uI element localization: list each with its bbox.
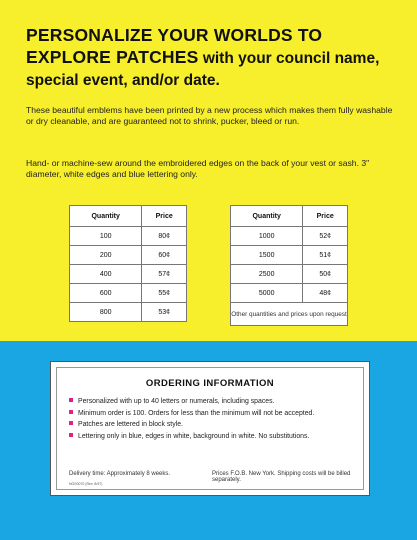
table-header-row: [70, 206, 187, 227]
column-header-price: Price: [142, 206, 187, 227]
table-row: [70, 284, 187, 303]
price-cell: 52¢: [303, 227, 348, 246]
column-header-quantity: Quantity: [231, 206, 303, 227]
quantity-cell: 5000: [231, 284, 303, 303]
table-row: [70, 303, 187, 322]
bullet-square-icon: [69, 398, 73, 402]
bullet-text: Lettering only in blue, edges in white, background in white. No substitutions.: [78, 432, 310, 440]
headline: [26, 24, 406, 92]
price-cell: 80¢: [142, 227, 187, 246]
column-header-quantity: Quantity: [70, 206, 142, 227]
quantity-note: Other quantities and prices upon request: [231, 303, 348, 326]
table-header-row: [231, 206, 348, 227]
quantity-cell: 1500: [231, 246, 303, 265]
price-cell: 57¢: [142, 265, 187, 284]
bullet-square-icon: [69, 421, 73, 425]
sewing-paragraph: Hand- or machine-sew around the embroidered edges on the back of your vest or sash. 3" diameter, white edges and blue lettering only.: [26, 158, 370, 179]
bullet-text: Patches are lettered in block style.: [78, 421, 183, 428]
headline-line3: special event, and/or date.: [26, 72, 220, 89]
price-cell: 48¢: [303, 284, 348, 303]
headline-line2-big: EXPLORE PATCHES: [26, 47, 199, 67]
table-row: [70, 265, 187, 284]
quantity-cell: 600: [70, 284, 142, 303]
price-table-left: [69, 205, 187, 322]
form-code-text: NGS0070 (Rev. 8/97): [69, 482, 103, 486]
table-note-row: [231, 303, 348, 326]
price-cell: 60¢: [142, 246, 187, 265]
table-row: [231, 284, 348, 303]
ordering-info-box: [50, 361, 370, 496]
ordering-info-inner-border: [56, 367, 364, 490]
bullet-text: Minimum order is 100. Orders for less than the minimum will not be accepted.: [78, 409, 315, 417]
ordering-info-title: ORDERING INFORMATION: [145, 378, 275, 389]
price-cell: 53¢: [142, 303, 187, 322]
table-row: [231, 227, 348, 246]
quantity-cell: 1000: [231, 227, 303, 246]
price-table-right: [230, 205, 348, 326]
headline-line1: PERSONALIZE YOUR WORLDS TO: [26, 25, 323, 45]
table-row: [231, 246, 348, 265]
price-cell: 51¢: [303, 246, 348, 265]
shipping-text: Prices F.O.B. New York. Shipping costs will be billed separately.: [212, 471, 351, 483]
price-cell: 55¢: [142, 284, 187, 303]
quantity-cell: 2500: [231, 265, 303, 284]
table-row: [70, 246, 187, 265]
bullet-square-icon: [69, 433, 73, 437]
column-header-price: Price: [303, 206, 348, 227]
delivery-time-text: Delivery time: Approximately 8 weeks.: [69, 471, 171, 477]
quantity-cell: 100: [70, 227, 142, 246]
quantity-cell: 200: [70, 246, 142, 265]
bullet-text: Personalized with up to 40 letters or numerals, including spaces.: [78, 398, 275, 405]
table-row: [231, 265, 348, 284]
description-paragraph: These beautiful emblems have been printed by a new process which makes them fully washable or dry cleanable, and are guaranteed not to shrink, pucker, bleed or run.: [26, 105, 393, 126]
quantity-cell: 400: [70, 265, 142, 284]
quantity-cell: 800: [70, 303, 142, 322]
ordering-bullets: [69, 396, 369, 442]
price-cell: 50¢: [303, 265, 348, 284]
list-item: [69, 419, 369, 431]
list-item: [69, 396, 369, 408]
list-item: [69, 431, 369, 443]
list-item: [69, 408, 369, 420]
headline-line2-small: with your council name,: [198, 50, 380, 67]
table-row: [70, 227, 187, 246]
bullet-square-icon: [69, 410, 73, 414]
